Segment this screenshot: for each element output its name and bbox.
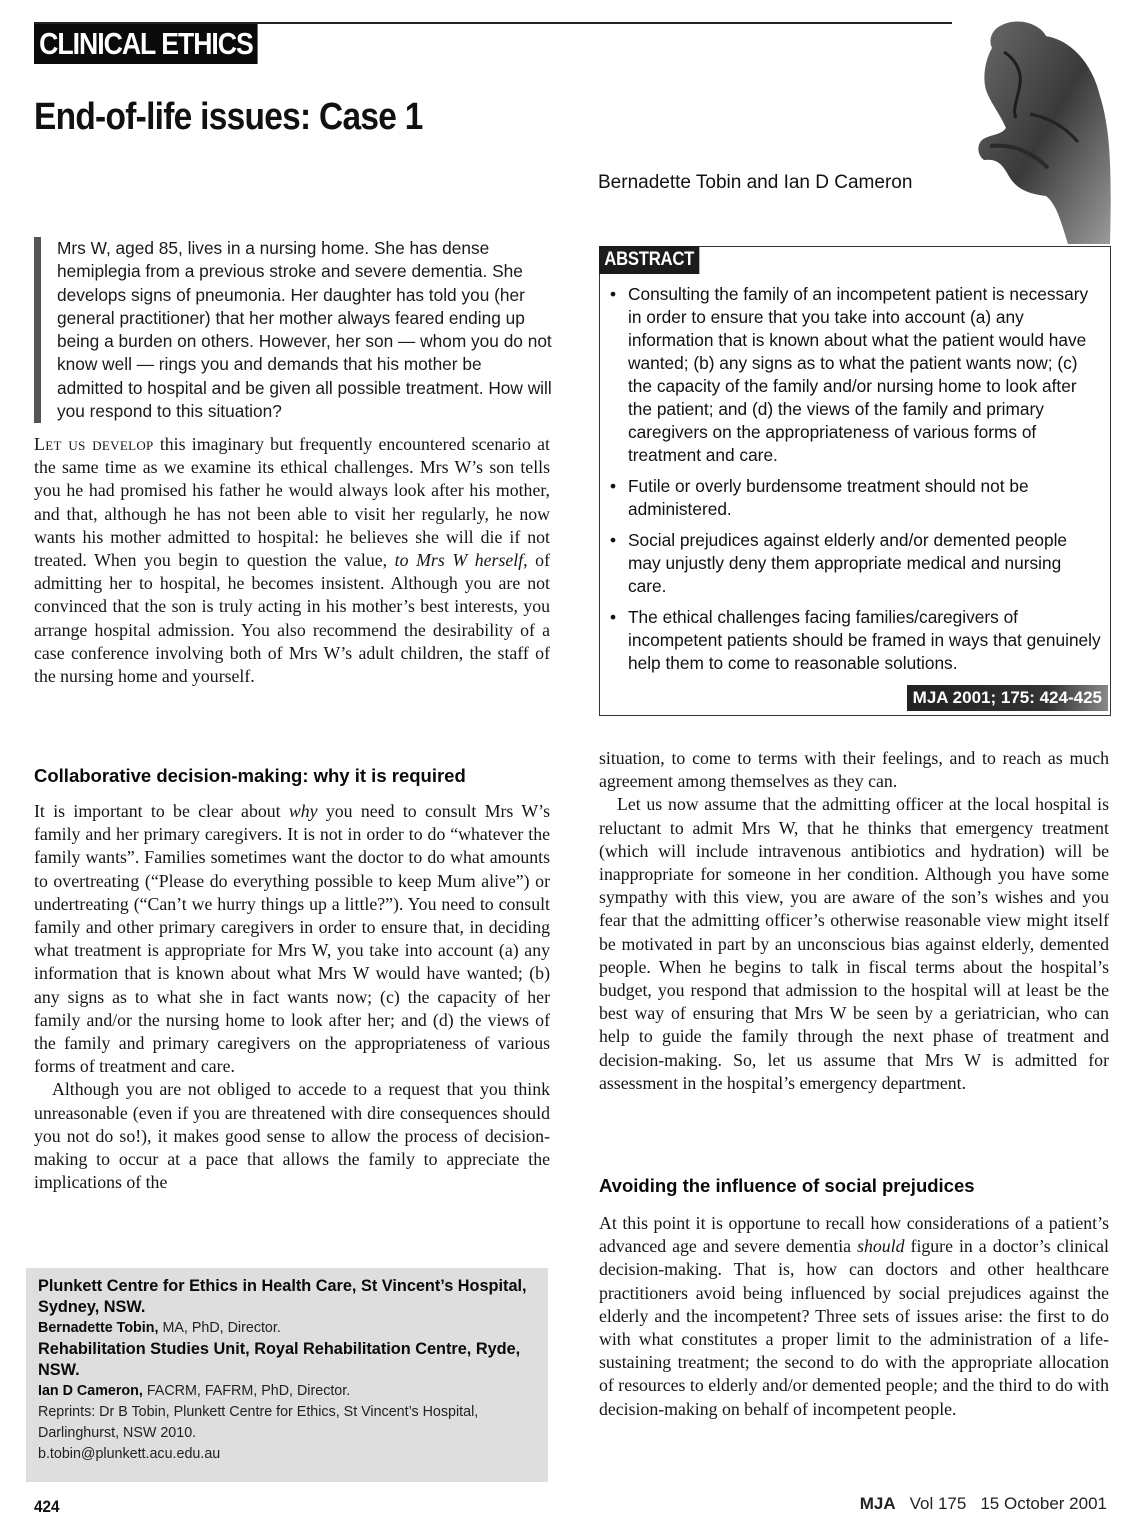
case-vignette: Mrs W, aged 85, lives in a nursing home. She has dense hemiplegia from a previous stroke and severe dementia. She develops signs of pneumonia. Her daughter has told you (her general practitioner) that her mother always feared ending up being a burden on others. However, her son — whom you do not know well — rings you and demands that his mother be admitted to hospital and be given all possible treatment. How will you respond to this situation?: [34, 237, 552, 423]
abstract-bullet: • Consulting the family of an incompetent patient is necessary in order to ensure that you take into account (a) any information that is known about what the patient would have wanted; (b) any signs as to what the patient wants now; (c) the capacity of the family and/or nursing home to look after the patient; and (d) the views of the family and primary caregivers on the appropriateness of various forms of treatment and care.: [610, 284, 1089, 465]
affiliation-org: Plunkett Centre for Ethics in Health Care, St Vincent’s Hospital, Sydney, NSW.: [38, 1277, 527, 1316]
paragraph: Let us now assume that the admitting officer at the local hospital is reluctant to admit Mrs W, that he thinks that emergency treatment (which will include intravenous antibiotics and hydration) will be inappropriate for someone in her condition. Although you have some sympathy with this view, you are aware of the son’s wishes and you fear that the admitting officer’s otherwise reasonable view might itself be motivated in part by an unconscious bias against elderly, demented people. When he begins to talk in fiscal terms about the hospital’s budget, you respond that admission to the hospital will at least be the best way of ensuring that Mrs W be seen by a geriatrician, who can help to guide the family through the next phase of treatment and decision-making. So, let us assume that Mrs W is admitted for assessment in the hospital’s emergency department.: [599, 794, 1109, 1093]
section-tag: CLINICAL ETHICS: [34, 24, 258, 64]
section-heading: Collaborative decision-making: why it is required: [34, 765, 466, 786]
journal-footer: [860, 1494, 1107, 1514]
page-number: 424: [34, 1497, 60, 1516]
paragraph: situation, to come to terms with their feelings, and to reach as much agreement among themselves as they can.: [599, 748, 1109, 792]
journal-volume: Vol 175: [909, 1494, 967, 1513]
abstract-label: ABSTRACT: [599, 246, 699, 274]
section-heading: Avoiding the influence of social prejudices: [599, 1175, 975, 1196]
lead-in: Let us develop: [34, 434, 154, 454]
section-collaborative: [34, 764, 550, 1194]
affiliation-person: Ian D Cameron, FACRM, FAFRM, PhD, Director.: [38, 1383, 351, 1399]
affiliations-box: [26, 1268, 548, 1482]
abstract-bullet: • The ethical challenges facing families/caregivers of incompetent patients should be framed in ways that genuinely help them to come to reasonable solutions.: [610, 607, 1101, 673]
citation-badge: MJA 2001; 175: 424-425: [907, 685, 1108, 711]
article-authors: Bernadette Tobin and Ian D Cameron: [598, 172, 913, 193]
paragraph: Although you are not obliged to accede to a request that you think unreasonable (even if you are threatened with dire consequences should you not do so!), it makes good sense to allow the process of decision-making to occur at a pace that allows the family to appreciate the implications of the: [34, 1079, 550, 1193]
section-collaborative-continued: [599, 747, 1109, 1095]
affiliation-person: Bernadette Tobin, MA, PhD, Director.: [38, 1320, 281, 1336]
contact-email[interactable]: b.tobin@plunkett.acu.edu.au: [38, 1446, 221, 1462]
section-prejudices: [599, 1174, 1109, 1421]
paragraph: At this point it is opportune to recall how considerations of a patient’s advanced age and severe dementia should figure in a doctor’s clinical decision-making. That is, how can doctors and other healthcare practitioners avoid being influenced by social prejudices against the elderly and the incompetent? Three sets of issues arise: the first to do with what constitutes a proper limit to the administration of a life-sustaining treatment; the second to do with the appropriate allocation of resources to elderly and/or demented people; and the third to do with decision-making on behalf of incompetent people.: [599, 1213, 1109, 1419]
bullet-icon: •: [610, 607, 617, 627]
affiliation-org: Rehabilitation Studies Unit, Royal Rehabilitation Centre, Ryde, NSW.: [38, 1340, 521, 1379]
intro-paragraph: Let us develop this imaginary but frequently encountered scenario at the same time as we examine its ethical challenges. Mrs W’s son tells you he had promised his father he would always look after his mother, and that, although he has not been able to visit her regularly, he now wants his mother admitted to hospital: he believes she will die if not treated. When you begin to question the value, to Mrs W herself, of admitting her to hospital, he becomes insistent. Although you are not convinced that the son is truly acting in his mother’s best interests, you arrange hospital admission. You also recommend the desirability of a case conference involving both of Mrs W’s adult children, the staff of the nursing home and yourself.: [34, 434, 550, 687]
abstract-bullet: • Social prejudices against elderly and/or demented people may unjustly deny them appropriate medical and nursing care.: [610, 530, 1068, 596]
thinker-statue-image: [960, 18, 1112, 244]
article-title: End-of-life issues: Case 1: [34, 96, 423, 138]
journal-date: 15 October 2001: [980, 1494, 1107, 1513]
journal-name: MJA: [859, 1494, 896, 1513]
abstract-box: [599, 246, 1111, 716]
reprints-info: Reprints: Dr B Tobin, Plunkett Centre for Ethics, St Vincent’s Hospital, Darlinghurst, NSW 2010.: [38, 1404, 479, 1441]
abstract-bullets: [608, 283, 1104, 683]
abstract-bullet: • Futile or overly burdensome treatment should not be administered.: [610, 476, 1029, 519]
bullet-icon: •: [610, 530, 617, 550]
paragraph: It is important to be clear about why you need to consult Mrs W’s family and her primary caregivers. It is not in order to do “whatever the family wants”. Families sometimes want the doctor to do what amounts to overtreating (“Please do everything possible to keep Mum alive”) or undertreating (“Can’t we hurry things up a little?”). You need to consult family and other primary caregivers in order to ensure that, in deciding what treatment is appropriate for Mrs W, you take into account (a) any information that is known about what Mrs W would have wanted; (b) any signs as to what she in fact wants now; (c) the capacity of her family and/or the nursing home to look after her; and (d) the views of the family and primary caregivers on the appropriateness of various forms of treatment and care.: [34, 801, 551, 1077]
bullet-icon: •: [610, 284, 617, 304]
bullet-icon: •: [610, 476, 617, 496]
